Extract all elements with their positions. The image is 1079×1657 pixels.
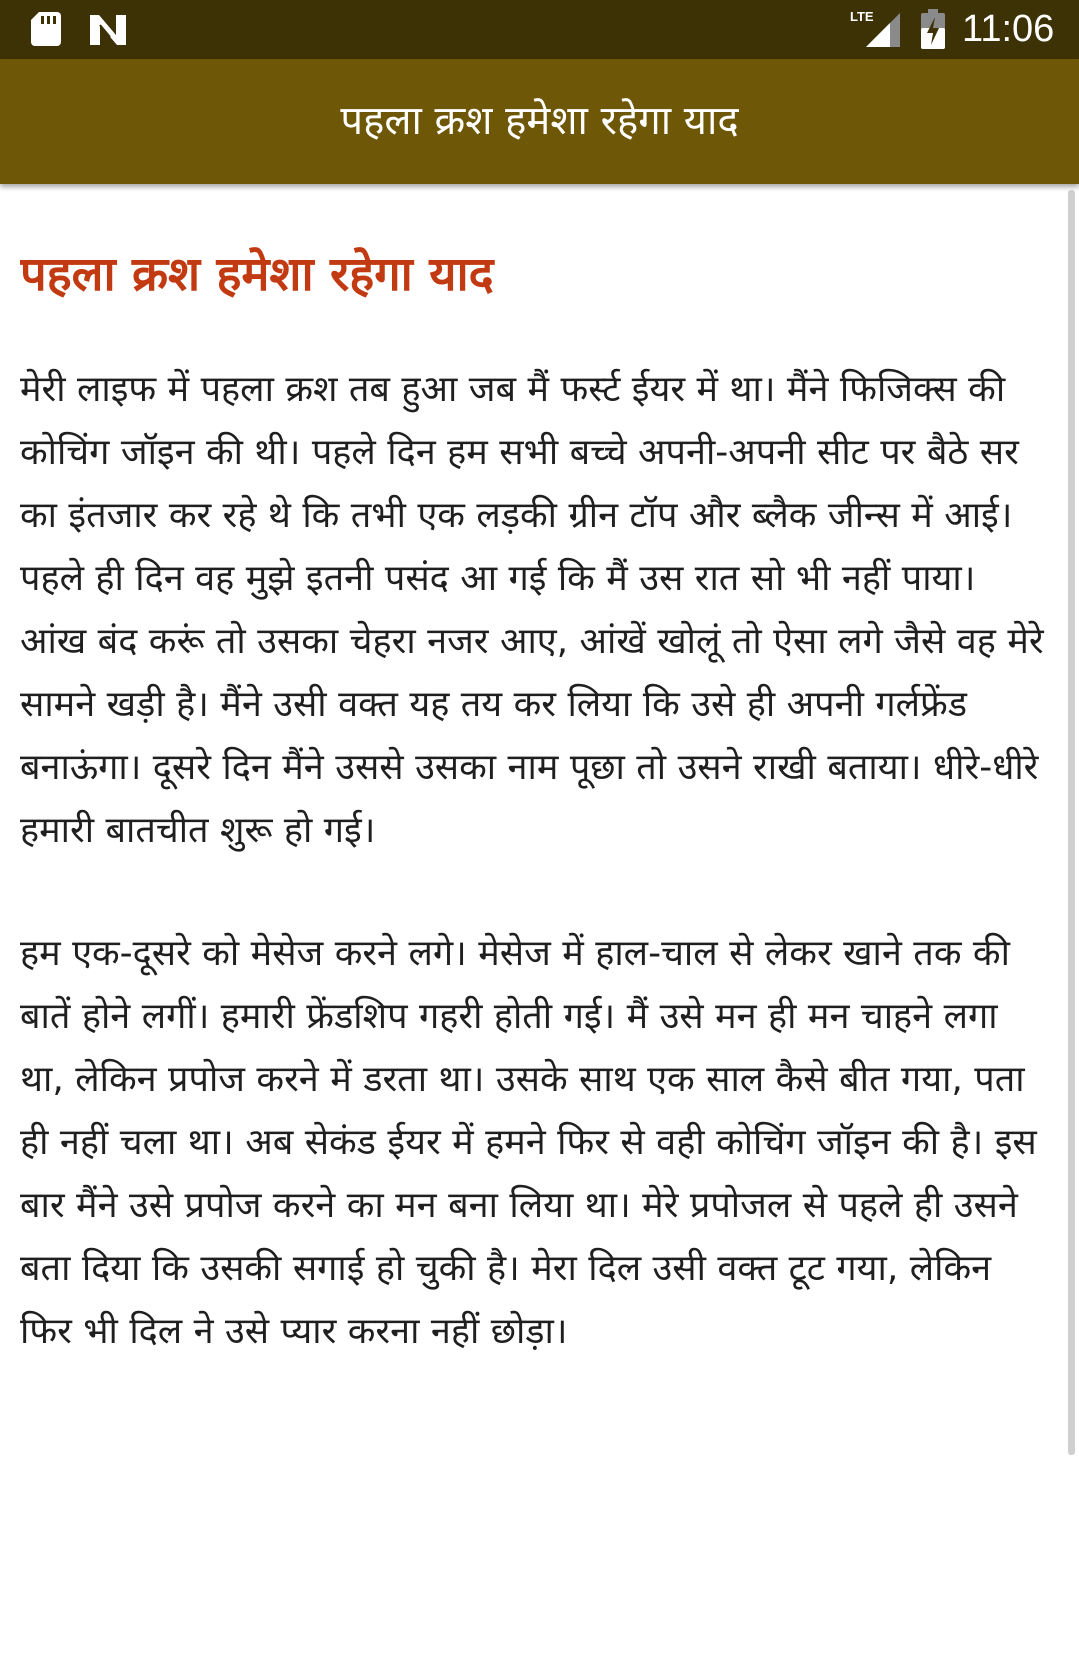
network-label: LTE — [850, 9, 874, 24]
lte-signal-icon — [850, 9, 902, 49]
status-clock: 11:06 — [962, 8, 1055, 50]
article-paragraph-2: हम एक-दूसरे को मेसेज करने लगे। मेसेज में हाल-चाल से लेकर खाने तक की बातें होने लगीं। हमारी फ्रेंडशिप गहरी होती गई। मैं उसे मन ही मन चाहने लगा था, लेकिन प्रपोज करने में डरता था। उसके साथ एक साल कैसे बीत गया, पता ही नहीं चला था। अब सेकंड ईयर में हमने फिर से वही कोचिंग जॉइन की है। इस बार मैंने उसे प्रपोज करने का मन बना लिया था। मेरे प्रपोजल से पहले ही उसने बता दिया कि उसकी सगाई हो चुकी है। मेरा दिल उसी वक्त टूट गया, लेकिन फिर भी दिल ने उसे प्यार करना नहीं छोड़ा। — [20, 933, 1037, 1352]
article-content[interactable] — [20, 184, 1050, 1657]
app-bar — [0, 59, 1079, 184]
status-bar — [0, 0, 1079, 59]
battery-charging-icon — [920, 8, 946, 50]
article-paragraph-1: मेरी लाइफ में पहला क्रश तब हुआ जब मैं फर्स्ट ईयर में था। मैंने फिजिक्स की कोचिंग जॉइन की थी। पहले दिन हम सभी बच्चे अपनी-अपनी सीट पर बैठे सर का इंतजार कर रहे थे कि तभी एक लड़की ग्रीन टॉप और ब्लैक जीन्स में आई। पहले ही दिन वह मुझे इतनी पसंद आ गई कि मैं उस रात सो भी नहीं पाया। आंख बंद करूं तो उसका चेहरा नजर आए, आंखें खोलूं तो ऐसा लगे जैसे वह मेरे सामने खड़ी है। मैंने उसी वक्त यह तय कर लिया कि उसे ही अपनी गर्लफ्रेंड बनाऊंगा। दूसरे दिन मैंने उससे उसका नाम पूछा तो उसने राखी बताया। धीरे-धीरे हमारी बातचीत शुरू हो गई। — [20, 369, 1044, 851]
app-bar-title: पहला क्रश हमेशा रहेगा याद — [340, 98, 739, 144]
scrollbar[interactable] — [1068, 190, 1075, 1455]
n-notification-icon — [88, 13, 128, 47]
article-title: पहला क्रश हमेशा रहेगा याद — [20, 247, 494, 302]
sd-card-icon — [30, 11, 62, 47]
